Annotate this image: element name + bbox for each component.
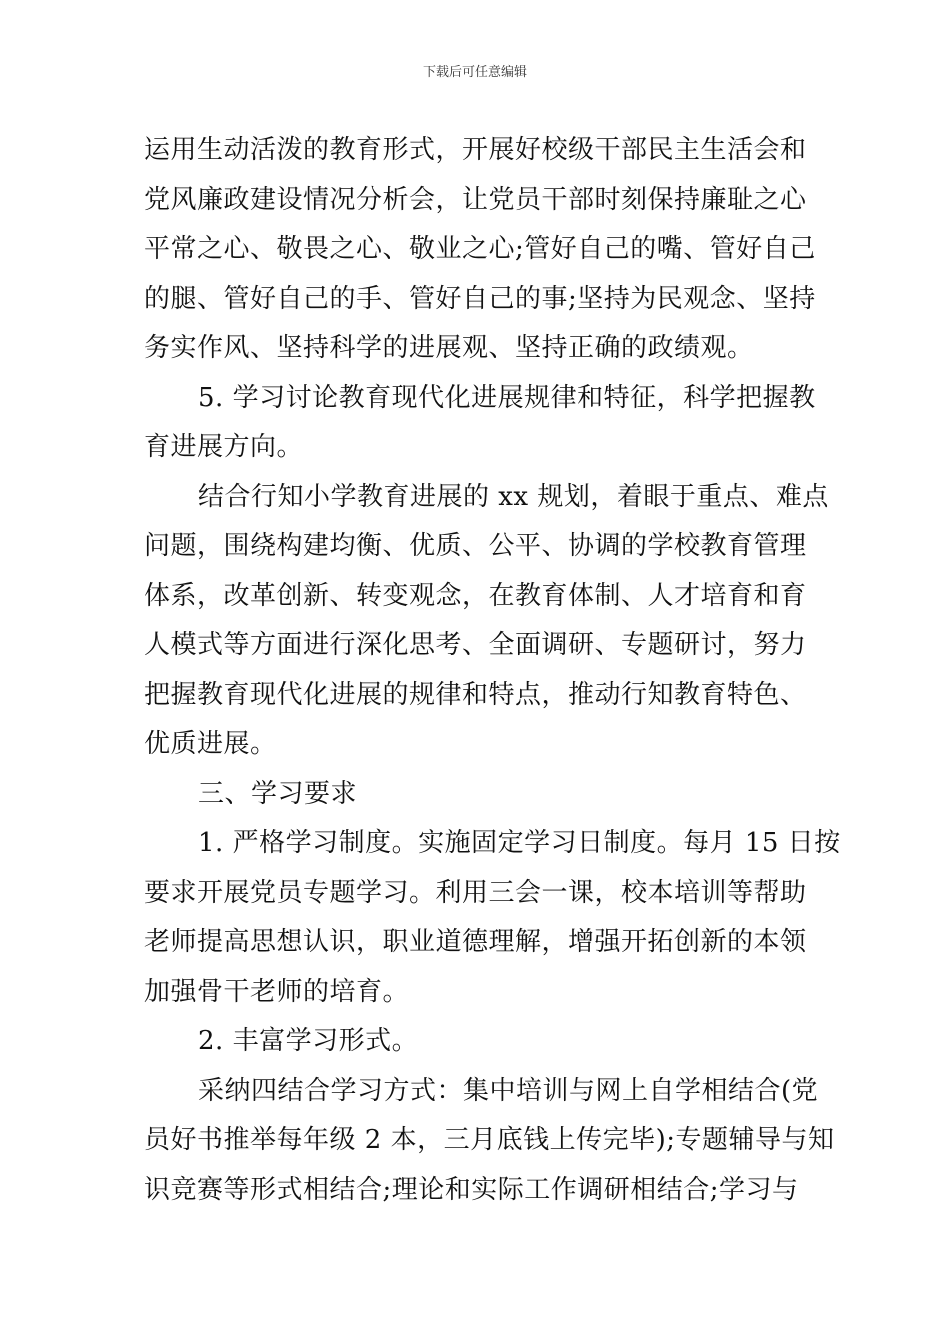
paragraph-start: 采纳四结合学习方式：集中培训与网上自学相结合(党 (198, 1075, 819, 1106)
page-header: 下载后可任意编辑 (422, 65, 527, 80)
text-line: 要求开展党员专题学习。利用三会一课，校本培训等帮助 (144, 877, 807, 908)
text-line: 老师提高思想认识，职业道德理解，增强开拓创新的本领 (144, 927, 807, 957)
document-body (144, 126, 841, 1215)
numbered-item-2: 2. 丰富学习形式。 (198, 1026, 419, 1056)
text-line: 运用生动活泼的教育形式，开展好校级干部民主生活会和 (144, 135, 807, 165)
text-line: 体系，改革创新、转变观念，在教育体制、人才培育和育 (144, 580, 807, 611)
text-line: 人模式等方面进行深化思考、全面调研、专题研讨，努力 (144, 630, 807, 660)
paragraph-start: 结合行知小学教育进展的 xx 规划，着眼于重点、难点 (198, 481, 829, 512)
text-line: 育进展方向。 (144, 432, 304, 462)
text-line: 优质进展。 (144, 729, 277, 759)
text-line: 的腿、管好自己的手、管好自己的事;坚持为民观念、坚持 (144, 283, 816, 314)
text-line: 务实作风、坚持科学的进展观、坚持正确的政绩观。 (144, 333, 754, 363)
numbered-item-1: 1. 严格学习制度。实施固定学习日制度。每月 15 日按 (198, 828, 841, 858)
section-heading: 三、学习要求 (198, 778, 358, 809)
numbered-item-5: 5. 学习讨论教育现代化进展规律和特征，科学把握教 (198, 382, 816, 413)
text-line: 问题，围绕构建均衡、优质、公平、协调的学校教育管理 (144, 531, 807, 561)
text-line: 识竞赛等形式相结合;理论和实际工作调研相结合;学习与 (144, 1174, 799, 1205)
text-line: 平常之心、敬畏之心、敬业之心;管好自己的嘴、管好自己 (144, 234, 816, 264)
text-line: 加强骨干老师的培育。 (144, 976, 410, 1007)
text-line: 员好书推举每年级 2 本，三月底钱上传完毕);专题辅导与知 (144, 1125, 835, 1155)
text-line: 把握教育现代化进展的规律和特点，推动行知教育特色、 (144, 679, 807, 710)
text-line: 党风廉政建设情况分析会，让党员干部时刻保持廉耻之心 (144, 184, 807, 215)
